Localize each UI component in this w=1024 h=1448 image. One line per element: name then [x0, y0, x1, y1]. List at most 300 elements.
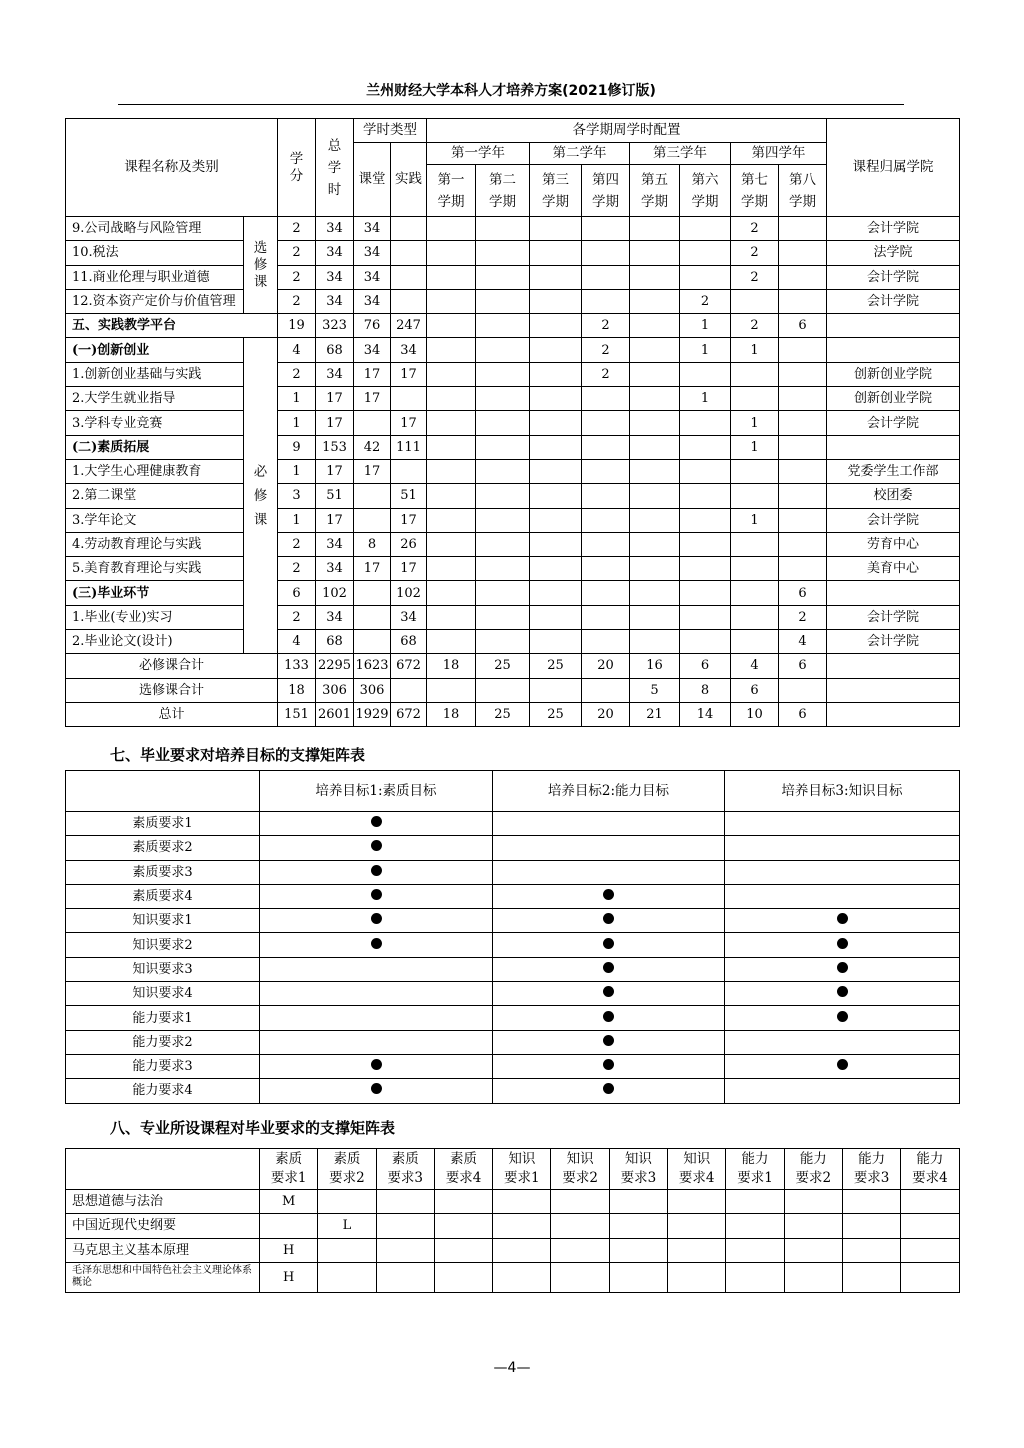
semester-cell	[630, 435, 680, 459]
support-dot-icon	[837, 913, 848, 924]
college-cell: 会计学院	[827, 217, 960, 241]
credit-cell: 133	[278, 654, 316, 678]
hours-cell: 306	[316, 678, 354, 702]
semester-cell	[731, 532, 779, 556]
course-name: 11.商业伦理与职业道德	[66, 265, 244, 289]
requirement-header-line-2: 要求3	[387, 1170, 424, 1186]
semester-cell: 20	[582, 702, 630, 726]
classroom-cell: 34	[354, 338, 391, 362]
support-level-cell	[668, 1262, 726, 1292]
hours-cell: 153	[316, 435, 354, 459]
support-dot-icon	[371, 938, 382, 949]
semester-cell	[476, 581, 530, 605]
matrix-cell	[260, 1054, 493, 1078]
matrix-cell	[725, 1054, 960, 1078]
course-name: 2.毕业论文(设计)	[66, 630, 244, 654]
semester-cell	[779, 532, 827, 556]
semester-cell	[630, 289, 680, 313]
semester-cell	[476, 265, 530, 289]
support-level-cell	[376, 1238, 434, 1262]
matrix-row	[66, 1262, 960, 1292]
hours-cell: 51	[316, 484, 354, 508]
support-dot-icon	[371, 816, 382, 827]
requirement-header-line-1: 知识	[624, 1151, 652, 1167]
course-name: 9.公司战略与风险管理	[66, 217, 244, 241]
support-dot-icon	[603, 1083, 614, 1094]
course-name: 1.大学生心理健康教育	[66, 459, 244, 483]
semester-cell: 25	[530, 654, 582, 678]
requirement-header-line-2: 要求3	[620, 1170, 657, 1186]
course-name: 中国近现代史纲要	[66, 1214, 260, 1238]
semester-cell	[680, 362, 731, 386]
hours-cell: 34	[316, 241, 354, 265]
semester-cell	[630, 581, 680, 605]
semester-cell	[630, 338, 680, 362]
hours-cell: 34	[316, 265, 354, 289]
hours-cell: 323	[316, 314, 354, 338]
support-level-cell	[668, 1190, 726, 1214]
support-level-cell	[726, 1262, 784, 1292]
semester-cell: 1	[680, 338, 731, 362]
matrix-corner	[66, 771, 260, 812]
requirement-column-header	[551, 1149, 609, 1190]
support-level-cell	[901, 1238, 959, 1262]
requirement-label: 能力要求2	[66, 1030, 260, 1054]
requirement-header-line-1: 素质	[450, 1151, 478, 1167]
classroom-cell: 17	[354, 387, 391, 411]
support-level-cell	[609, 1190, 667, 1214]
category-required	[244, 338, 278, 654]
semester-cell	[680, 217, 731, 241]
college-cell	[827, 581, 960, 605]
semester-cell	[582, 678, 630, 702]
goal-column-header: 培养目标2:能力目标	[493, 771, 725, 812]
semester-cell	[582, 241, 630, 265]
requirement-column-header	[668, 1149, 726, 1190]
header-semester-8	[779, 165, 827, 217]
semester-cell: 18	[427, 654, 476, 678]
semester-cell	[680, 581, 731, 605]
requirement-header-line-1: 素质	[333, 1151, 361, 1167]
semester-cell	[427, 557, 476, 581]
semester-cell	[779, 289, 827, 313]
semester-cell	[731, 581, 779, 605]
semester-cell	[427, 605, 476, 629]
matrix-row	[66, 1238, 960, 1262]
support-level-cell	[434, 1214, 492, 1238]
semester-cell	[731, 605, 779, 629]
practice-cell: 672	[391, 702, 427, 726]
support-level-cell	[842, 1190, 900, 1214]
semester-cell	[476, 338, 530, 362]
table-row	[66, 605, 960, 629]
requirement-column-header	[609, 1149, 667, 1190]
practice-cell: 102	[391, 581, 427, 605]
matrix-row	[66, 860, 960, 884]
support-dot-icon	[837, 1011, 848, 1022]
classroom-cell: 42	[354, 435, 391, 459]
credit-cell: 2	[278, 241, 316, 265]
semester-cell	[530, 557, 582, 581]
header-classroom: 课堂	[354, 143, 391, 217]
support-level-cell	[434, 1190, 492, 1214]
semester-cell	[582, 557, 630, 581]
goal-column-header: 培养目标3:知识目标	[725, 771, 960, 812]
semester-cell	[530, 532, 582, 556]
classroom-cell: 17	[354, 459, 391, 483]
college-cell	[827, 435, 960, 459]
semester-cell: 1	[731, 411, 779, 435]
requirement-header-line-1: 知识	[508, 1151, 536, 1167]
practice-cell	[391, 265, 427, 289]
support-level-cell	[726, 1190, 784, 1214]
semester-cell	[476, 678, 530, 702]
college-cell: 会计学院	[827, 265, 960, 289]
table-row	[66, 435, 960, 459]
college-cell: 法学院	[827, 241, 960, 265]
support-level-cell	[784, 1190, 842, 1214]
semester-cell	[530, 362, 582, 386]
matrix-cell	[493, 982, 725, 1006]
classroom-cell: 34	[354, 241, 391, 265]
semester-cell: 2	[731, 217, 779, 241]
course-name: 5.美育教育理论与实践	[66, 557, 244, 581]
header-semester-3	[530, 165, 582, 217]
course-name: 1.毕业(专业)实习	[66, 605, 244, 629]
practice-cell: 672	[391, 654, 427, 678]
semester-cell	[427, 362, 476, 386]
course-name: (二)素质拓展	[66, 435, 244, 459]
requirement-label: 知识要求1	[66, 909, 260, 933]
header-semester-4	[582, 165, 630, 217]
hours-cell: 102	[316, 581, 354, 605]
header-semester-5	[630, 165, 680, 217]
header-semester-label: 第七学期	[741, 171, 768, 210]
semester-cell: 5	[630, 678, 680, 702]
credit-cell: 151	[278, 702, 316, 726]
matrix-cell	[493, 1030, 725, 1054]
support-level-cell	[726, 1214, 784, 1238]
semester-cell	[630, 411, 680, 435]
requirement-label: 知识要求3	[66, 957, 260, 981]
matrix-cell	[493, 812, 725, 836]
goal-column-header: 培养目标1:素质目标	[260, 771, 493, 812]
header-course: 课程名称及类别	[66, 119, 278, 217]
requirement-header-line-2: 要求4	[678, 1170, 715, 1186]
support-level-cell	[434, 1238, 492, 1262]
semester-cell: 25	[476, 654, 530, 678]
matrix-cell	[493, 884, 725, 908]
requirement-column-header	[726, 1149, 784, 1190]
classroom-cell: 34	[354, 217, 391, 241]
requirement-header-line-2: 要求4	[445, 1170, 482, 1186]
credit-cell: 18	[278, 678, 316, 702]
semester-cell	[530, 484, 582, 508]
requirement-header-line-2: 要求2	[562, 1170, 598, 1186]
requirement-column-header	[901, 1149, 959, 1190]
table-row	[66, 557, 960, 581]
practice-cell: 17	[391, 362, 427, 386]
credit-cell: 1	[278, 411, 316, 435]
support-level-cell	[842, 1238, 900, 1262]
classroom-cell: 17	[354, 557, 391, 581]
college-cell	[827, 314, 960, 338]
hours-cell: 68	[316, 630, 354, 654]
requirement-header-line-2: 要求3	[853, 1170, 890, 1186]
matrix-cell	[725, 884, 960, 908]
semester-cell: 1	[680, 387, 731, 411]
total-row	[66, 678, 960, 702]
semester-cell	[530, 508, 582, 532]
matrix3-corner	[66, 1149, 260, 1190]
header-year-2: 第二学年	[530, 143, 630, 165]
table-row	[66, 532, 960, 556]
semester-cell	[427, 387, 476, 411]
support-level-cell	[493, 1238, 551, 1262]
semester-cell	[630, 362, 680, 386]
support-level-cell	[551, 1190, 609, 1214]
course-name: 3.学科专业竞赛	[66, 411, 244, 435]
header-credit-text: 学分	[289, 150, 304, 184]
support-level-cell	[376, 1190, 434, 1214]
header-semester-label: 第五学期	[641, 171, 668, 210]
support-dot-icon	[603, 889, 614, 900]
matrix-cell	[725, 957, 960, 981]
requirement-header-line-1: 素质	[391, 1151, 419, 1167]
classroom-cell	[354, 411, 391, 435]
course-name: 毛泽东思想和中国特色社会主义理论体系概论	[66, 1262, 260, 1292]
table-row	[66, 387, 960, 411]
hours-cell: 2601	[316, 702, 354, 726]
matrix-cell	[493, 1006, 725, 1030]
requirement-label: 素质要求1	[66, 812, 260, 836]
semester-cell	[680, 484, 731, 508]
college-cell: 会计学院	[827, 289, 960, 313]
header-semester-7	[731, 165, 779, 217]
credit-cell: 1	[278, 508, 316, 532]
header-practice: 实践	[391, 143, 427, 217]
hours-cell: 34	[316, 532, 354, 556]
semester-cell	[427, 508, 476, 532]
requirement-header-line-1: 能力	[916, 1151, 944, 1167]
requirement-label: 知识要求4	[66, 982, 260, 1006]
semester-cell	[731, 630, 779, 654]
matrix-row	[66, 1079, 960, 1103]
category-required-text: 必修课	[253, 463, 268, 528]
hours-cell: 17	[316, 508, 354, 532]
semester-cell	[530, 411, 582, 435]
semester-cell	[476, 314, 530, 338]
semester-cell	[779, 508, 827, 532]
semester-cell	[680, 630, 731, 654]
semester-cell	[731, 387, 779, 411]
matrix-cell	[725, 1079, 960, 1103]
matrix-row	[66, 884, 960, 908]
support-dot-icon	[603, 1035, 614, 1046]
classroom-cell	[354, 581, 391, 605]
semester-cell: 2	[779, 605, 827, 629]
credit-cell: 1	[278, 387, 316, 411]
semester-cell	[530, 314, 582, 338]
matrix-cell	[493, 860, 725, 884]
support-level-cell	[434, 1262, 492, 1292]
header-year-4: 第四学年	[731, 143, 827, 165]
matrix-row	[66, 1190, 960, 1214]
course-name: 1.创新创业基础与实践	[66, 362, 244, 386]
semester-cell	[582, 508, 630, 532]
semester-cell	[779, 435, 827, 459]
requirement-label: 素质要求3	[66, 860, 260, 884]
classroom-cell: 76	[354, 314, 391, 338]
support-level-cell	[784, 1238, 842, 1262]
semester-cell	[582, 605, 630, 629]
semester-cell	[630, 508, 680, 532]
support-dot-icon	[603, 962, 614, 973]
matrix-cell	[725, 812, 960, 836]
requirement-header-line-1: 能力	[741, 1151, 769, 1167]
semester-cell	[427, 314, 476, 338]
matrix-cell	[493, 836, 725, 860]
support-dot-icon	[371, 865, 382, 876]
semester-cell	[630, 387, 680, 411]
semester-cell	[630, 605, 680, 629]
matrix-row	[66, 1006, 960, 1030]
semester-cell: 1	[680, 314, 731, 338]
semester-cell	[630, 630, 680, 654]
matrix-cell	[260, 933, 493, 957]
credit-cell: 4	[278, 338, 316, 362]
semester-cell	[476, 532, 530, 556]
college-cell: 创新创业学院	[827, 387, 960, 411]
semester-cell: 2	[731, 314, 779, 338]
requirement-header-line-2: 要求1	[270, 1170, 307, 1186]
header-semester-1	[427, 165, 476, 217]
semester-cell	[582, 459, 630, 483]
matrix-row	[66, 909, 960, 933]
semester-cell	[779, 387, 827, 411]
semester-cell	[476, 630, 530, 654]
practice-cell: 34	[391, 605, 427, 629]
header-rule	[118, 104, 904, 105]
support-level-cell	[901, 1214, 959, 1238]
practice-cell: 68	[391, 630, 427, 654]
support-dot-icon	[371, 889, 382, 900]
matrix-row	[66, 982, 960, 1006]
document-header: 兰州财经大学本科人才培养方案(2021修订版)	[366, 83, 656, 99]
matrix-cell	[260, 860, 493, 884]
requirement-header-line-1: 能力	[858, 1151, 886, 1167]
table-row	[66, 338, 960, 362]
classroom-cell: 1623	[354, 654, 391, 678]
hours-cell: 17	[316, 411, 354, 435]
course-name: 马克思主义基本原理	[66, 1238, 260, 1262]
support-level-cell	[609, 1262, 667, 1292]
requirement-column-header	[434, 1149, 492, 1190]
semester-cell: 21	[630, 702, 680, 726]
matrix-cell	[725, 909, 960, 933]
semester-cell	[779, 362, 827, 386]
semester-cell	[427, 459, 476, 483]
requirement-header-line-2: 要求4	[912, 1170, 948, 1186]
requirement-column-header	[260, 1149, 318, 1190]
semester-cell	[476, 387, 530, 411]
college-cell	[827, 678, 960, 702]
semester-cell: 25	[476, 702, 530, 726]
semester-cell	[427, 217, 476, 241]
table-row	[66, 289, 960, 313]
credit-cell: 2	[278, 605, 316, 629]
table-row	[66, 508, 960, 532]
course-name: (三)毕业环节	[66, 581, 244, 605]
semester-cell	[530, 605, 582, 629]
matrix-cell	[260, 836, 493, 860]
header-total-hours-text: 总学时	[327, 137, 342, 198]
credit-cell: 2	[278, 217, 316, 241]
semester-cell	[530, 435, 582, 459]
support-dot-icon	[837, 938, 848, 949]
course-name: 4.劳动教育理论与实践	[66, 532, 244, 556]
support-level-cell	[609, 1238, 667, 1262]
college-cell: 会计学院	[827, 411, 960, 435]
support-dot-icon	[371, 1083, 382, 1094]
semester-cell	[476, 508, 530, 532]
table-row	[66, 459, 960, 483]
semester-cell	[530, 338, 582, 362]
college-cell: 会计学院	[827, 605, 960, 629]
requirement-label: 知识要求2	[66, 933, 260, 957]
semester-cell	[476, 241, 530, 265]
college-cell: 会计学院	[827, 508, 960, 532]
table-row	[66, 411, 960, 435]
semester-cell	[427, 289, 476, 313]
header-year-1: 第一学年	[427, 143, 530, 165]
support-dot-icon	[603, 986, 614, 997]
requirement-label: 能力要求3	[66, 1054, 260, 1078]
matrix-cell	[260, 982, 493, 1006]
category-elective-text: 选修课	[253, 239, 268, 290]
classroom-cell	[354, 605, 391, 629]
semester-cell	[779, 678, 827, 702]
requirement-header-line-1: 知识	[683, 1151, 711, 1167]
semester-cell: 2	[731, 241, 779, 265]
support-dot-icon	[603, 1011, 614, 1022]
semester-cell	[731, 289, 779, 313]
total-label: 必修课合计	[66, 654, 278, 678]
practice-cell: 34	[391, 338, 427, 362]
section8-title: 八、专业所设课程对毕业要求的支撑矩阵表	[110, 1119, 396, 1137]
classroom-cell: 8	[354, 532, 391, 556]
semester-cell	[530, 265, 582, 289]
semester-cell	[582, 217, 630, 241]
course-name: 3.学年论文	[66, 508, 244, 532]
support-level-cell	[318, 1262, 376, 1292]
credit-cell: 2	[278, 532, 316, 556]
semester-cell	[779, 338, 827, 362]
support-dot-icon	[837, 1059, 848, 1070]
semester-cell	[476, 435, 530, 459]
category-elective	[244, 217, 278, 314]
semester-cell	[731, 557, 779, 581]
matrix-cell	[493, 933, 725, 957]
semester-cell	[476, 362, 530, 386]
semester-cell	[680, 508, 731, 532]
semester-cell	[779, 557, 827, 581]
practice-cell: 17	[391, 508, 427, 532]
semester-cell	[779, 411, 827, 435]
semester-cell	[630, 314, 680, 338]
semester-cell: 16	[630, 654, 680, 678]
header-semester-label: 第六学期	[691, 171, 719, 210]
